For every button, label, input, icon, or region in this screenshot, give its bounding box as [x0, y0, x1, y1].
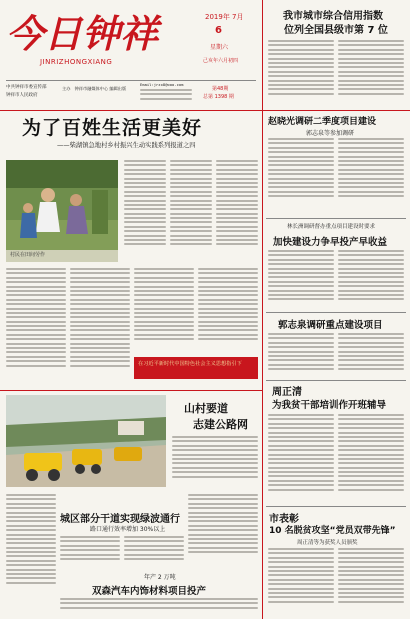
story1-sub: 郭志泉等参加调研	[306, 130, 355, 137]
masthead-pinyin: JINRIZHONGXIANG	[40, 58, 113, 66]
date-year-month: 2019年 7月	[205, 13, 244, 21]
road-photo	[6, 395, 166, 487]
lead-banner-text: 在习近平新时代中国特色社会主义思想指引下	[138, 361, 242, 367]
lead-banner	[134, 357, 258, 379]
date-day: 6	[215, 25, 222, 36]
host-line: 主办 钟祥市融媒体中心 编辑出版	[62, 86, 127, 91]
publisher-1: 中共钟祥市委宣传部	[6, 85, 47, 90]
top-right-headline-1: 我市城市综合信用指数	[283, 11, 383, 22]
story5-sub: 周正清等为获奖人员颁奖	[297, 540, 358, 546]
lead-photo-caption: 村民在田间劳作	[10, 252, 46, 258]
story5-headline-2: 10 名脱贫攻坚“党员双带先锋”	[269, 526, 396, 536]
lead-photo	[6, 160, 118, 262]
top-right-headline-2: 位列全国县级市第 7 位	[284, 25, 388, 36]
bottom-story-headline: 双森汽车内饰材料项目投产	[92, 586, 207, 597]
story4-headline-1: 周正清	[272, 387, 302, 398]
lead-headline: 为了百姓生活更美好	[22, 117, 203, 139]
publisher-2: 钟祥市人民政府	[6, 93, 38, 98]
story2-headline: 加快建设力争早投产早收益	[273, 237, 388, 248]
road-photo-title-1: 山村要道	[184, 402, 228, 415]
masthead	[0, 0, 262, 116]
road-photo-title-2: 志建公路网	[193, 418, 248, 431]
contact-line: Email:jrzx8@ooo.com	[140, 82, 184, 87]
story4-headline-2: 为我贫干部培训作开班辅导	[272, 400, 387, 411]
story1-headline: 赵晓光调研二季度项目建设	[268, 117, 377, 127]
masthead-logo: 今日钟祥	[6, 11, 159, 56]
story3-headline: 郭志泉调研重点建设项目	[278, 320, 383, 331]
mid-story-headline: 城区部分干道实现绿波通行	[60, 514, 180, 525]
bottom-story-pre: 年产 2 万吨	[144, 574, 176, 581]
issue-number: 第48期	[212, 86, 229, 92]
weekday: 星期六	[210, 44, 229, 51]
lead-subheadline: ——柴湖镇急地村乡村振兴生动实践系列报道之四	[57, 142, 196, 149]
story2-pre: 林长洲调研督办重点项目建设时要求	[287, 224, 376, 230]
lunar-date: 己亥年六月初四	[203, 58, 239, 64]
mid-story-sub: 路口通行效率增加 30%以上	[90, 526, 166, 533]
story5-headline-1: 市表彰	[269, 514, 299, 525]
total-issue: 总第 1398 期	[203, 94, 234, 100]
